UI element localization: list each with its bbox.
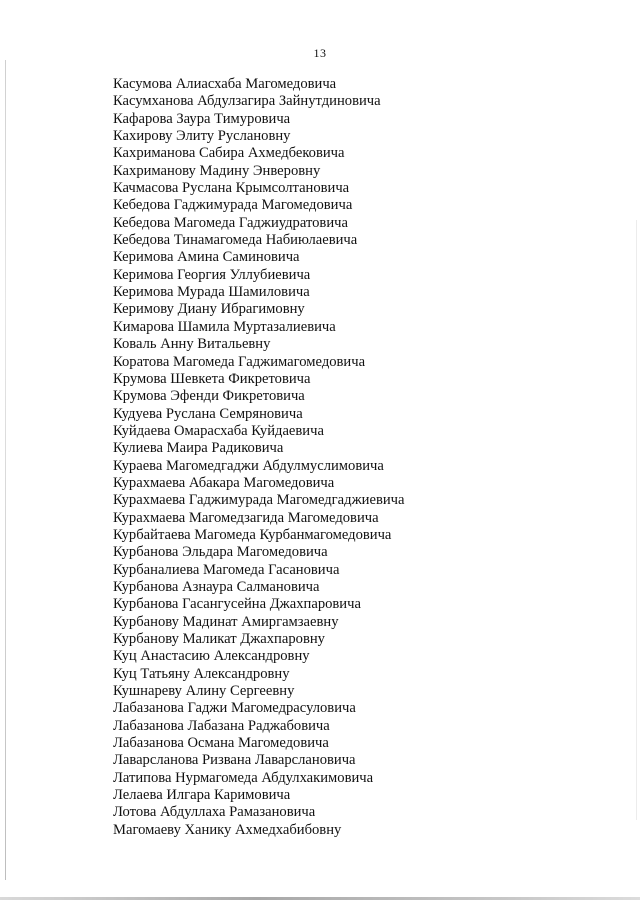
list-item: Коратова Магомеда Гаджимагомедовича xyxy=(113,353,366,370)
list-item: Куйдаева Омарасхаба Куйдаевича xyxy=(113,422,324,439)
list-item: Кулиева Маира Радиковича xyxy=(113,440,284,457)
list-item: Кушнареву Алину Сергеевну xyxy=(113,683,295,700)
scan-edge-bottom xyxy=(0,897,640,900)
list-item: Курбанову Маликат Джахпаровну xyxy=(113,631,325,647)
list-item: Лотова Абдуллаха Рамазановича xyxy=(113,804,316,821)
list-item: Курбанова Эльдара Магомедовича xyxy=(113,544,328,561)
page-number: 13 xyxy=(313,46,327,60)
scan-edge-left xyxy=(5,60,6,880)
list-item: Кебедова Гаджимурада Магомедовича xyxy=(113,197,353,214)
list-item: Керимова Георгия Уллубиевича xyxy=(113,266,311,283)
list-item: Кебедова Тинамагомеда Набиюлаевича xyxy=(113,232,358,249)
list-item: Кахирову Элиту Руслановну xyxy=(113,128,291,145)
list-item: Кимарова Шамила Муртазалиевича xyxy=(113,318,336,335)
list-item: Курбайтаева Магомеда Курбанмагомедовича xyxy=(113,526,392,543)
scan-edge-right xyxy=(636,220,637,820)
list-item: Керимову Диану Ибрагимовну xyxy=(113,301,305,318)
list-item: Лабазанова Османа Магомедовича xyxy=(113,735,329,752)
list-item: Качмасова Руслана Крымсолтановича xyxy=(113,180,350,197)
list-item: Кебедова Магомеда Гаджиудратовича xyxy=(113,214,348,231)
list-item: Курахмаева Гаджимурада Магомедгаджиевича xyxy=(113,492,405,509)
list-item: Куц Анастасию Александровну xyxy=(113,648,310,665)
list-item: Касумханова Абдулзагира Зайнутдиновича xyxy=(113,93,381,110)
list-item: Керимова Амина Саминовича xyxy=(113,249,300,266)
list-item: Коваль Анну Витальевну xyxy=(113,336,271,353)
list-item: Крумова Шевкета Фикретовича xyxy=(113,370,311,387)
list-item: Кахриманова Сабира Ахмедбековича xyxy=(113,145,345,162)
list-item: Лелаева Илгара Каримовича xyxy=(113,787,291,804)
list-item: Магомаеву Ханику Ахмедхабибовну xyxy=(113,821,342,838)
list-item: Лабазанова Гаджи Магомедрасуловича xyxy=(113,700,356,717)
list-item: Кураева Магомедгаджи Абдулмуслимовича xyxy=(113,457,384,474)
list-item: Кахриманову Мадину Энверовну xyxy=(113,162,321,179)
list-item: Курбанова Азнаура Салмановича xyxy=(113,578,320,595)
list-item: Курбанова Гасангусейна Джахпаровича xyxy=(113,596,361,613)
list-item: Курбанову Мадинат Амиргамзаевну xyxy=(113,613,339,630)
list-item: Лабазанова Лабазана Раджабовича xyxy=(113,717,330,734)
name-list xyxy=(113,76,404,839)
list-item: Куц Татьяну Александровну xyxy=(113,665,290,682)
list-item: Курахмаева Магомедзагида Магомедовича xyxy=(113,509,379,526)
list-item: Кудуева Руслана Семряновича xyxy=(113,405,303,422)
list-item: Лаварсланова Ризвана Лаварслановича xyxy=(113,752,356,769)
list-item: Кафарова Заура Тимуровича xyxy=(113,110,291,127)
list-item: Курбаналиева Магомеда Гасановича xyxy=(113,561,340,578)
list-item: Крумова Эфенди Фикретовича xyxy=(113,388,305,405)
list-item: Керимова Мурада Шамиловича xyxy=(113,284,310,301)
list-item: Курахмаева Абакара Магомедовича xyxy=(113,474,335,491)
list-item: Касумова Алиасхаба Магомедовича xyxy=(113,76,337,92)
list-item: Латипова Нурмагомеда Абдулхакимовича xyxy=(113,769,374,786)
